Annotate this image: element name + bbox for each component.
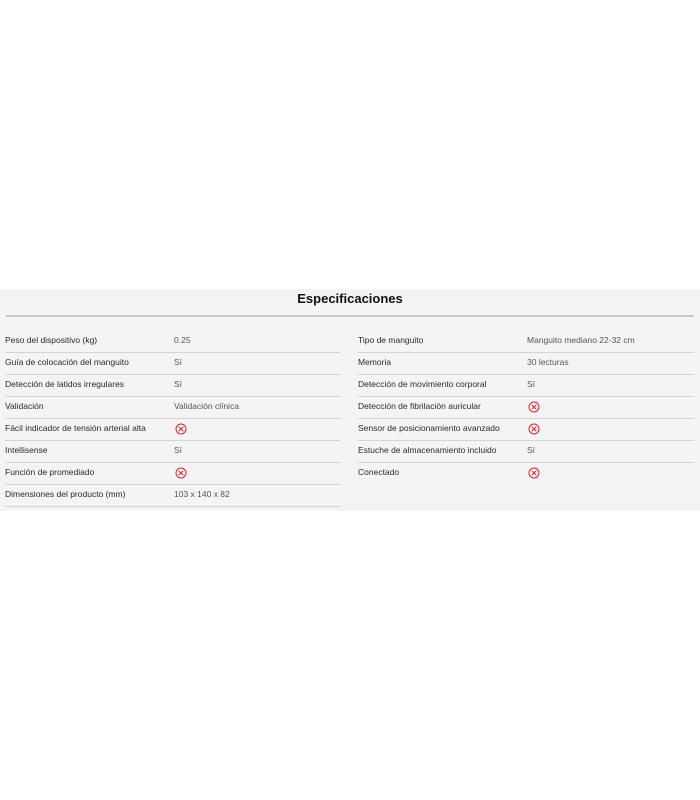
- spec-row: [5, 441, 341, 463]
- spec-row: [358, 463, 694, 485]
- spec-label: Guía de colocación del manguito: [5, 357, 129, 367]
- spec-label: Dimensiones del producto (mm): [5, 489, 126, 499]
- spec-value: Manguito mediano 22-32 cm: [527, 335, 635, 345]
- spec-value: Sí: [174, 445, 183, 455]
- spec-label: Sensor de posicionamiento avanzado: [358, 423, 500, 433]
- spec-label: Estuche de almacenamiento incluido: [358, 445, 497, 455]
- spec-value: Sí: [527, 445, 536, 455]
- spec-value: Sí: [174, 357, 183, 367]
- spec-label: Detección de movimiento corporal: [358, 379, 487, 389]
- spec-label: Tipo de manguito: [358, 335, 424, 345]
- spec-row: [5, 353, 341, 375]
- spec-label: Peso del dispositivo (kg): [5, 335, 98, 345]
- spec-row: [358, 419, 694, 441]
- title-divider: [6, 315, 694, 317]
- spec-row: [5, 463, 341, 485]
- spec-row: [358, 397, 694, 419]
- spec-label: Fácil indicador de tensión arterial alta: [5, 423, 146, 433]
- spec-row: [5, 331, 341, 353]
- x-circle-icon: [175, 467, 187, 479]
- spec-value: 30 lecturas: [527, 357, 569, 367]
- spec-row: [358, 375, 694, 397]
- right-spec-column: [358, 331, 694, 485]
- spec-label: Detección de fibrilación auricular: [358, 401, 481, 411]
- spec-label: Función de promediado: [5, 467, 95, 477]
- spec-label: Conectado: [358, 467, 400, 477]
- left-spec-column: [5, 331, 341, 507]
- spec-label: Detección de latidos irregulares: [5, 379, 125, 389]
- specifications-section: [0, 289, 700, 511]
- spec-label: Intellisense: [5, 445, 48, 455]
- spec-row: [5, 397, 341, 419]
- spec-value: Sí: [527, 379, 536, 389]
- spec-row: [358, 441, 694, 463]
- spec-row: [5, 419, 341, 441]
- spec-value: Sí: [174, 379, 183, 389]
- x-circle-icon: [528, 467, 540, 479]
- spec-row: [358, 353, 694, 375]
- spec-value: 103 x 140 x 82: [174, 489, 230, 499]
- x-circle-icon: [528, 423, 540, 435]
- x-circle-icon: [528, 401, 540, 413]
- spec-row: [5, 485, 341, 507]
- spec-row: [5, 375, 341, 397]
- section-title: Especificaciones: [297, 291, 403, 306]
- spec-value: Validación clínica: [174, 401, 240, 411]
- x-circle-icon: [175, 423, 187, 435]
- spec-row: [358, 331, 694, 353]
- spec-value: 0.25: [174, 335, 191, 345]
- spec-label: Validación: [5, 401, 44, 411]
- spec-label: Memoria: [358, 357, 392, 367]
